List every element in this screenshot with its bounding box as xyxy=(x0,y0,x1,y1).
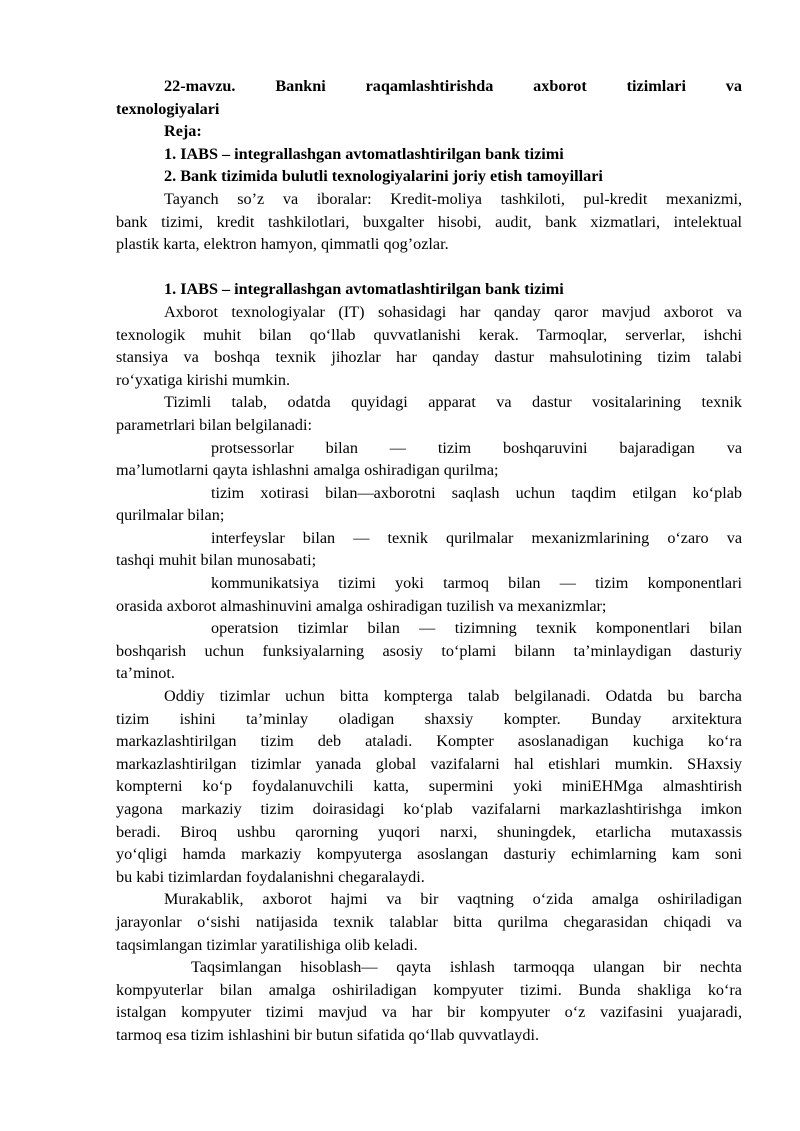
list-item xyxy=(116,437,742,482)
text-line: Oddiy tizimlar uchun bitta kompterga talab belgilanadi. Odatda bu barcha xyxy=(164,687,742,706)
text-line: ma’lumotlarni qayta ishlashni amalga oshiradigan qurilma; xyxy=(116,461,499,480)
text-line: ro‘yxatiga kirishi mumkin. xyxy=(116,370,290,389)
text-line: kompyuterlar bilan amalga oshiriladigan kompyuter tizimi. Bunda shakliga ko‘ra xyxy=(116,980,742,999)
paragraph xyxy=(116,685,742,888)
plan-item: 1. IABS – integrallashgan avtomatlashtirilgan bank tizimi xyxy=(164,144,564,163)
text-line: plastik karta, elektron hamyon, qimmatli qog’ozlar. xyxy=(116,235,449,254)
text-line: Taqsimlangan hisoblash— qayta ishlash tarmoqqa ulangan bir nechta xyxy=(191,958,742,977)
text-line: yagona markaziy tizim doirasidagi ko‘plab vazifalarni markazlashtirishga imkon xyxy=(116,800,742,818)
list-item xyxy=(116,572,742,617)
paragraph xyxy=(116,301,742,391)
list-item xyxy=(116,482,742,527)
text-line: jarayonlar o‘sishi natijasida texnik talablar bitta qurilma chegarasidan chiqadi va xyxy=(116,912,742,931)
text-line: tizim ishini ta’minlay oladigan shaxsiy kompter. Bunday arxitektura xyxy=(116,709,742,728)
text-line: stansiya va boshqa texnik jihozlar har qanday dastur mahsulotining tizim talabi xyxy=(116,348,742,367)
list-item xyxy=(116,617,742,685)
text-line: kommunikatsiya tizimi yoki tarmoq bilan — tizim komponentlari xyxy=(211,574,742,593)
text-line: qurilmalar bilan; xyxy=(116,506,225,525)
document-title xyxy=(116,75,742,120)
text-line: interfeyslar bilan — texnik qurilmalar mexanizmlarining o‘zaro va xyxy=(211,528,742,547)
list-item xyxy=(116,527,742,572)
text-line: beradi. Biroq ushbu qarorning yuqori narxi, shuningdek, etarlicha mutaxassis xyxy=(116,822,742,841)
text-line: boshqarish uchun funksiyalarning asosiy to‘plami bilann ta’minlaydigan dasturiy xyxy=(116,641,742,660)
text-line: bank tizimi, kredit tashkilotlari, buxgalter hisobi, audit, bank xizmatlari, intelektual xyxy=(116,212,742,231)
text-line: orasida axborot almashinuvini amalga oshiradigan tuzilish va mexanizmlar; xyxy=(116,596,607,615)
text-line: tashqi muhit bilan munosabati; xyxy=(116,551,317,570)
text-line: operatsion tizimlar bilan — tizimning texnik komponentlari bilan xyxy=(211,619,742,638)
title-line: texnologiyalari xyxy=(116,99,220,118)
text-line: ta’minot. xyxy=(116,664,175,683)
plan-item: 2. Bank tizimida bulutli texnologiyalarini joriy etish tamoyillari xyxy=(164,167,603,186)
text-line: texnologik muhit bilan qo‘llab quvvatlanishi kerak. Tarmoqlar, serverlar, ishchi xyxy=(116,325,742,344)
text-line: kompterni ko‘p foydalanuvchili katta, supermini yoki miniEHMga almashtirish xyxy=(116,777,742,796)
text-line: istalgan kompyuter tizimi mavjud va har bir kompyuter o‘z vazifasini yuajaradi, xyxy=(116,1003,742,1022)
blank-line xyxy=(116,256,742,279)
text-line: markazlashtirilgan tizim deb ataladi. Kompter asoslanadigan kuchiga ko‘ra xyxy=(116,732,742,751)
text-line: Axborot texnologiyalar (IT) sohasidagi har qanday qaror mavjud axborot va xyxy=(164,302,742,321)
title-line: 22-mavzu. Bankni raqamlashtirishda axborot tizimlari va xyxy=(164,77,742,95)
paragraph xyxy=(116,888,742,956)
plan-block xyxy=(116,120,742,188)
text-line: tizim xotirasi bilan—axborotni saqlash uchun taqdim etilgan ko‘plab xyxy=(211,483,742,502)
keywords-paragraph xyxy=(116,188,742,256)
text-line: bu kabi tizimlardan foydalanishni chegaralaydi. xyxy=(116,867,425,886)
section-heading-text: 1. IABS – integrallashgan avtomatlashtirilgan bank tizimi xyxy=(164,280,564,299)
section-heading xyxy=(116,278,742,301)
text-line: tarmoq esa tizim ishlashini bir butun sifatida qo‘llab quvvatlaydi. xyxy=(116,1025,540,1044)
text-line: taqsimlangan tizimlar yaratilishiga olib keladi. xyxy=(116,935,418,954)
paragraph xyxy=(116,391,742,436)
text-line: yo‘qligi hamda markaziy kompyuterga asoslangan dasturiy echimlarning kam soni xyxy=(116,845,742,864)
plan-heading: Reja: xyxy=(164,122,202,141)
text-line: protsessorlar bilan — tizim boshqaruvini bajaradigan va xyxy=(211,438,742,457)
text-line: Tayanch so’z va iboralar: Kredit-moliya tashkiloti, pul-kredit mexanizmi, xyxy=(164,189,742,208)
paragraph xyxy=(116,956,742,1046)
text-line: Tizimli talab, odatda quyidagi apparat va dastur vositalarining texnik xyxy=(164,393,742,412)
text-line: Murakablik, axborot hajmi va bir vaqtning o‘zida amalga oshiriladigan xyxy=(164,890,742,909)
text-line: parametrlari bilan belgilanadi: xyxy=(116,415,312,434)
text-line: markazlashtirilgan tizimlar yanada global vazifalarni hal etishlari mumkin. SHaxsiy xyxy=(116,754,742,773)
